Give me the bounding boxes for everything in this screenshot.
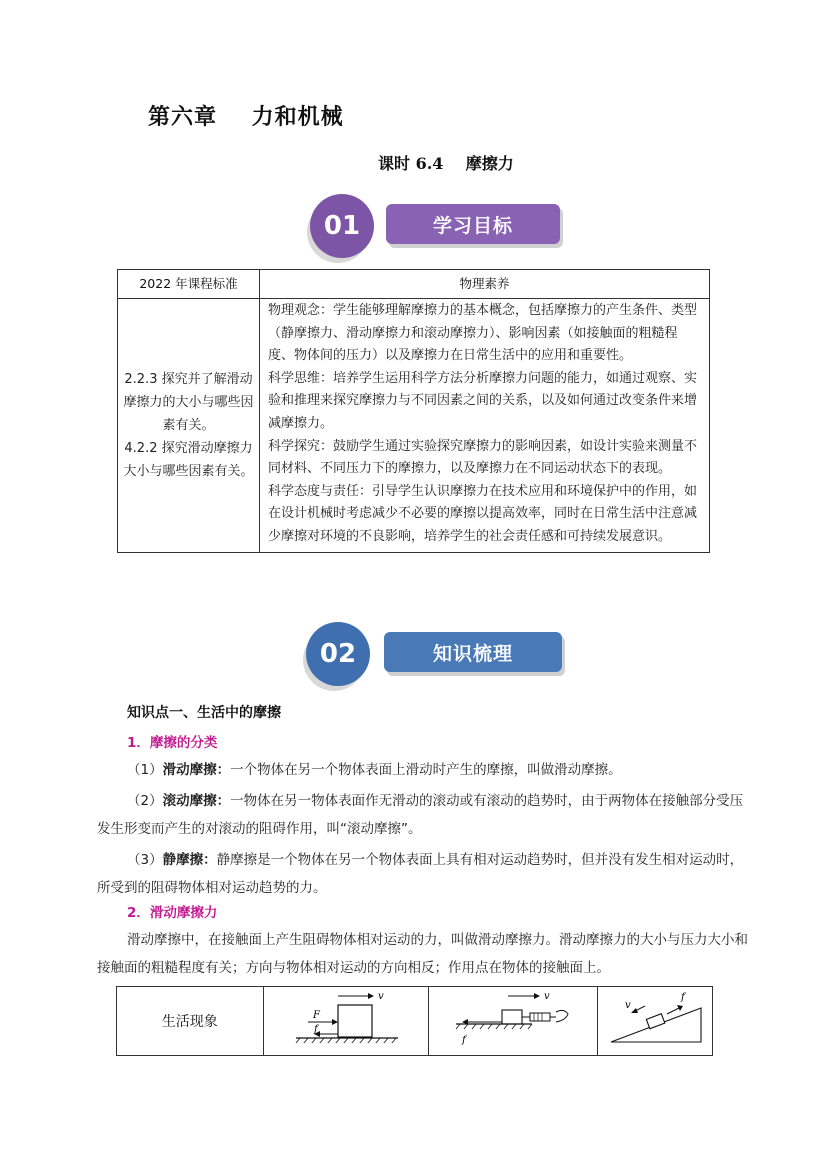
- item-term: 静摩擦：: [162, 852, 217, 868]
- subsection-title-sliding: 2．滑动摩擦力: [127, 905, 218, 921]
- item-text: 静摩擦是一个物体在另一个物体表面上具有相对运动趋势时，但并没有发生相对运动时，所受到的阻碍物体相对运动趋势的力。: [97, 852, 744, 896]
- section-tag: 学习目标: [386, 204, 560, 244]
- list-item: [97, 756, 753, 784]
- curriculum-standard-text: 2.2.3 探究并了解滑动摩擦力的大小与哪些因素有关。 4.2.2 探究滑动摩擦力大小与哪些因素有关。: [123, 371, 254, 479]
- section-number-badge: 01: [310, 194, 374, 258]
- item-label: （2）: [127, 793, 163, 809]
- item-text: 一物体在另一物体表面作无滑动的滚动或有滚动的趋势时，由于两物体在接触部分受压发生形变而产生的对滚动的阻碍作用，叫“滚动摩擦”。: [97, 793, 744, 837]
- friction-label: f: [680, 992, 685, 1003]
- hand-icon: [556, 1010, 568, 1022]
- velocity-label: v: [377, 991, 384, 1002]
- chapter-title: 第六章 力和机械: [148, 104, 344, 130]
- list-item: [97, 787, 753, 843]
- literacy-attitude: 科学态度与责任：引导学生认识摩擦力在技术应用和环境保护中的作用，如在设计机械时考虑减少不必要的摩擦以提高效率，同时在日常生活中注意减少摩擦对环境的不良影响，培养学生的社会责任感和可持续发展意识。: [268, 483, 698, 544]
- item-term: 滑动摩擦：: [162, 762, 231, 778]
- item-label: （1）: [127, 762, 163, 778]
- lesson-title: 课时 6.4 摩擦力: [378, 154, 514, 173]
- knowledge-point-title: 知识点一、生活中的摩擦: [127, 705, 281, 721]
- column-header-standard: 2022 年课程标准: [118, 270, 260, 299]
- literacy-inquiry: 科学探究：鼓励学生通过实验探究摩擦力的影响因素，如设计实验来测量不同材料、不同压力下的摩擦力，以及摩擦力在不同运动状态下的表现。: [268, 438, 698, 477]
- block: [338, 1005, 372, 1037]
- phenomena-table: [116, 986, 713, 1056]
- phenomena-label: 生活现象: [117, 987, 264, 1056]
- curriculum-standard-cell: [118, 299, 260, 553]
- figure-cell-pull: [429, 987, 597, 1056]
- sliding-friction-paragraph: 滑动摩擦中，在接触面上产生阻碍物体相对运动的力，叫做滑动摩擦力。滑动摩擦力的大小与压力大小和接触面的粗糙程度有关；方向与物体相对运动的方向相反；作用点在物体的接触面上。: [97, 932, 748, 976]
- figure-cell-slope: [597, 987, 712, 1056]
- literacy-cell: [260, 299, 710, 553]
- velocity-label: v: [543, 991, 550, 1002]
- friction-type-list: [97, 756, 753, 902]
- section-banner-knowledge: [306, 622, 564, 686]
- section-tag: 知识梳理: [384, 632, 562, 672]
- friction-label: f: [313, 1024, 318, 1035]
- literacy-concept: 物理观念：学生能够理解摩擦力的基本概念，包括摩擦力的产生条件、类型（静摩擦力、滑动摩擦力和滚动摩擦力）、影响因素（如接触面的粗糙程度、物体间的压力）以及摩擦力在日常生活中的应用和重要性。: [268, 303, 698, 364]
- item-term: 滚动摩擦：: [162, 793, 231, 809]
- list-item: [97, 846, 753, 902]
- block-pulled-diagram: [448, 988, 578, 1050]
- block-on-slope-diagram: [605, 988, 705, 1050]
- section-banner-objectives: [310, 194, 564, 258]
- spring-scale: [530, 1013, 550, 1021]
- block-pushed-diagram: [286, 988, 406, 1050]
- force-label: F: [312, 1010, 320, 1021]
- friction-label: f: [461, 1035, 466, 1046]
- item-label: （3）: [127, 852, 163, 868]
- literacy-thinking: 科学思维：培养学生运用科学方法分析摩擦力问题的能力，如通过观察、实验和推理来探究摩擦力与不同因素之间的关系，以及如何通过改变条件来增减摩擦力。: [268, 370, 698, 431]
- section-number-badge: 02: [306, 622, 370, 686]
- item-text: 一个物体在另一个物体表面上滑动时产生的摩擦，叫做滑动摩擦。: [230, 762, 622, 778]
- subsection-title-classification: 1．摩擦的分类: [127, 735, 218, 751]
- column-header-literacy: 物理素养: [260, 270, 710, 299]
- objectives-table: [117, 269, 710, 553]
- block: [502, 1010, 522, 1024]
- figure-cell-push: [263, 987, 429, 1056]
- velocity-label: v: [624, 1000, 631, 1011]
